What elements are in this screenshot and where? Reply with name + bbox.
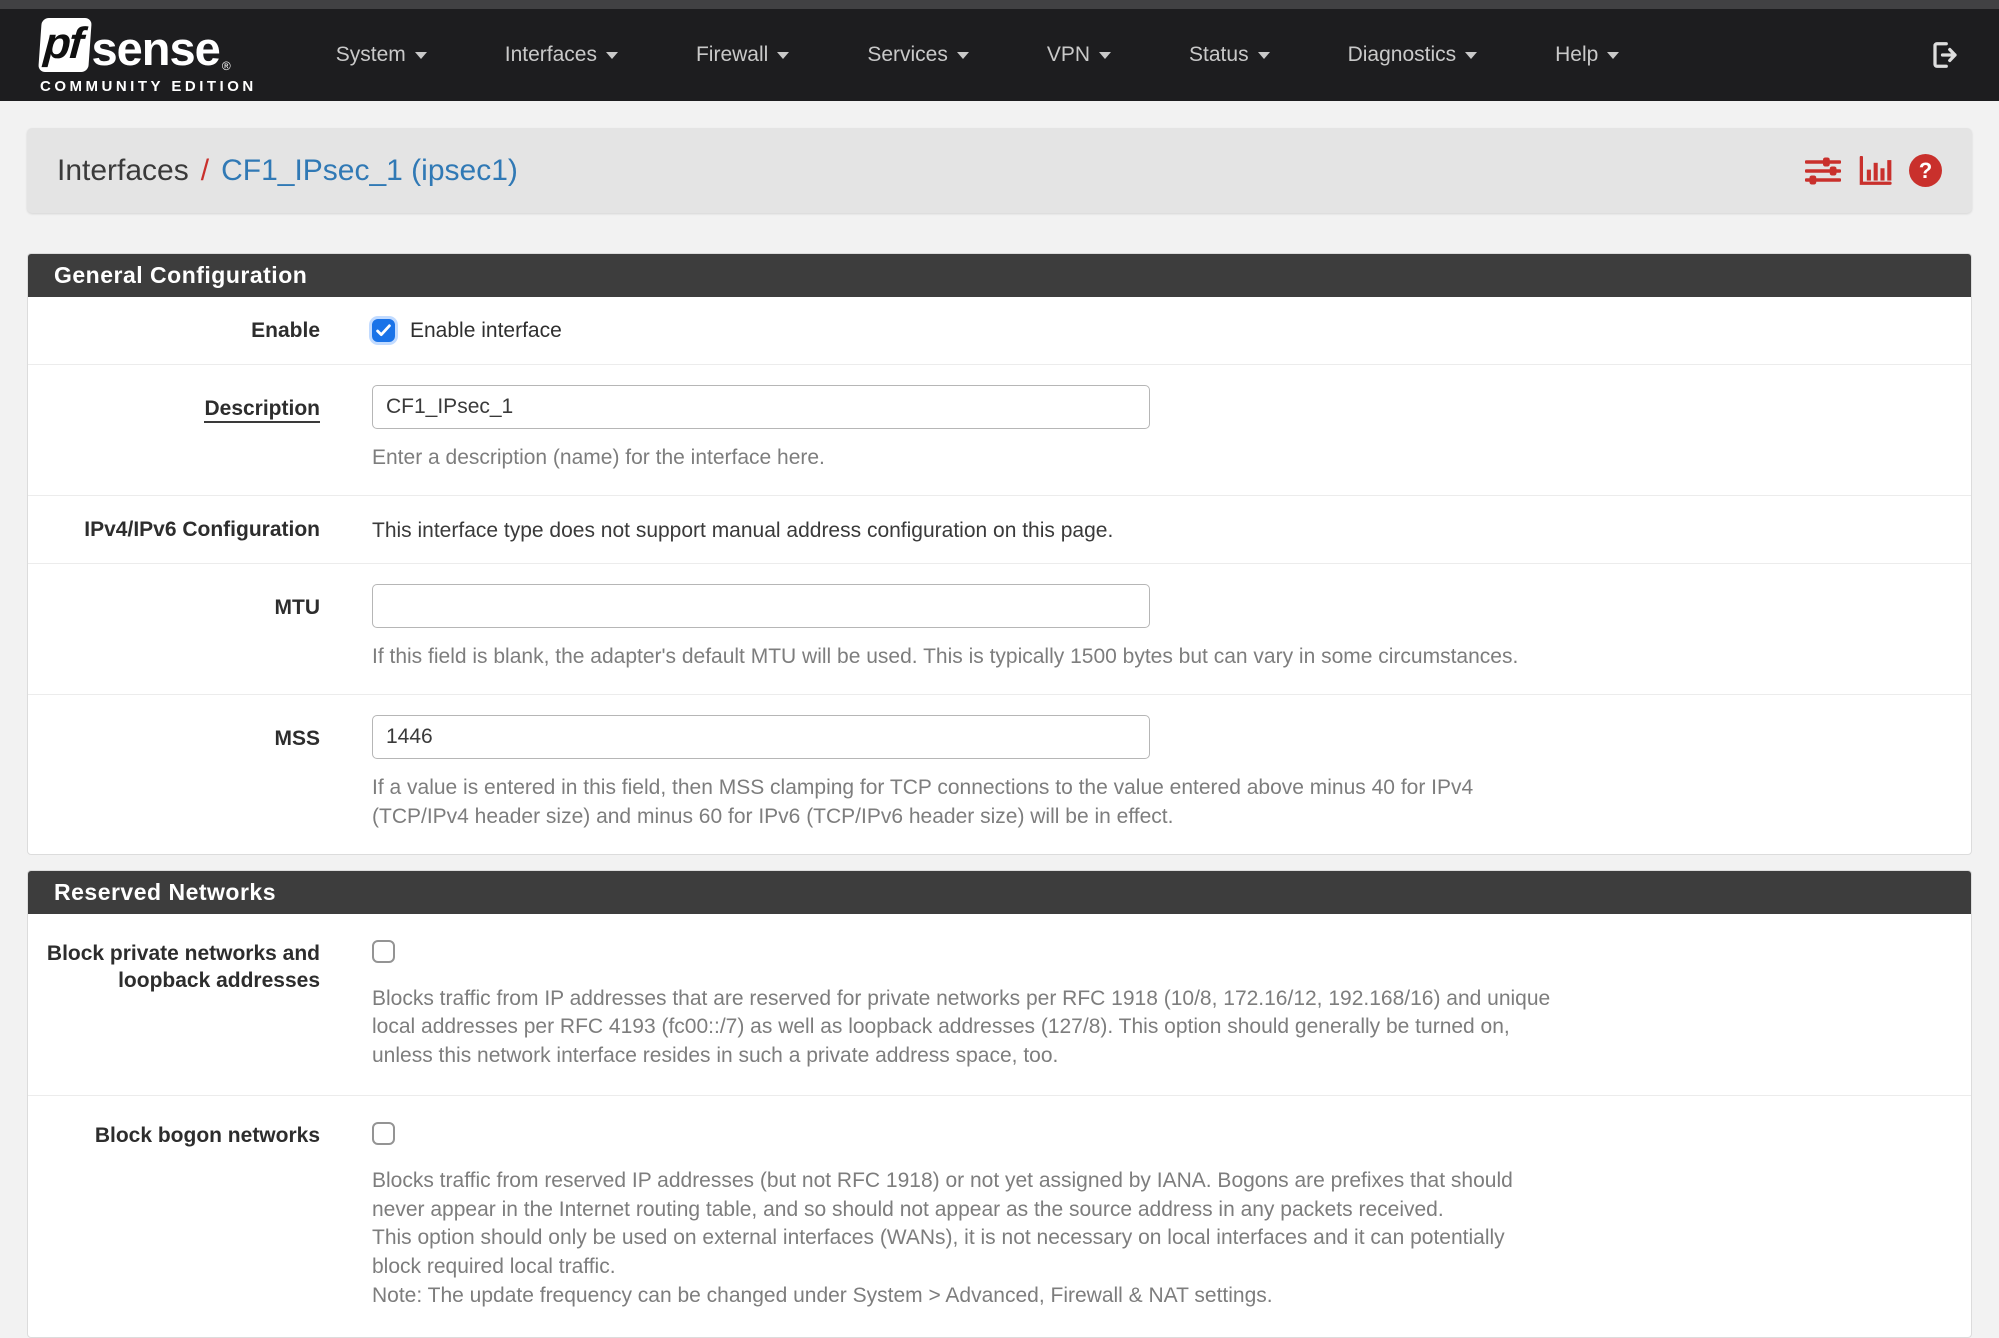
caret-down-icon xyxy=(1465,52,1477,59)
block-bogon-help-1: Blocks traffic from reserved IP addresses (but not RFC 1918) or not yet assigned by IANA. Bogons are prefixes that should never appear in the Internet routing table, and so should not appear as the source address in any packets received. xyxy=(372,1168,1513,1221)
pfsense-logo[interactable] xyxy=(40,18,257,95)
mtu-label: MTU xyxy=(274,596,320,620)
caret-down-icon xyxy=(1607,52,1619,59)
breadcrumb xyxy=(27,128,1972,213)
general-configuration-panel xyxy=(27,253,1972,855)
mss-row xyxy=(28,694,1971,854)
mtu-help: If this field is blank, the adapter's default MTU will be used. This is typically 1500 bytes but can vary in some circumstances. xyxy=(372,645,1519,669)
block-private-checkbox[interactable] xyxy=(372,940,395,963)
description-label: Description xyxy=(204,397,320,423)
menu-services[interactable]: Services xyxy=(828,43,1008,67)
enable-interface-label: Enable interface xyxy=(410,318,562,342)
block-private-row xyxy=(28,914,1971,1095)
block-bogon-checkbox[interactable] xyxy=(372,1122,395,1145)
logo-pf: pf xyxy=(38,18,91,72)
mtu-input[interactable] xyxy=(372,584,1150,628)
menu-vpn[interactable]: VPN xyxy=(1008,43,1150,67)
logo-edition: COMMUNITY EDITION xyxy=(40,77,257,95)
enable-row xyxy=(28,297,1971,364)
navbar-top-strip xyxy=(0,0,1999,9)
general-configuration-header: General Configuration xyxy=(28,254,1971,297)
mss-label: MSS xyxy=(274,727,320,751)
description-row xyxy=(28,364,1971,495)
breadcrumb-section: Interfaces xyxy=(57,153,189,187)
sliders-icon[interactable] xyxy=(1805,156,1841,186)
ip-configuration-row xyxy=(28,495,1971,563)
menu-interfaces[interactable]: Interfaces xyxy=(466,43,657,67)
block-bogon-label: Block bogon networks xyxy=(94,1123,320,1147)
caret-down-icon xyxy=(606,52,618,59)
block-bogon-help-3: Note: The update frequency can be changed under System > Advanced, Firewall & NAT settings. xyxy=(372,1284,1273,1308)
menu-diagnostics[interactable]: Diagnostics xyxy=(1309,43,1517,67)
block-bogon-row xyxy=(28,1095,1971,1337)
enable-label: Enable xyxy=(251,319,320,342)
mss-help: If a value is entered in this field, then MSS clamping for TCP connections to the value entered above minus 40 for IPv4 (TCP/IPv4 header size) and minus 60 for IPv6 (TCP/IPv6 header size) will be in effect. xyxy=(372,776,1474,828)
caret-down-icon xyxy=(957,52,969,59)
block-bogon-help-2: This option should only be used on external interfaces (WANs), it is not necessary on local interfaces and it can potentially block required local traffic. xyxy=(372,1226,1505,1279)
menu-firewall[interactable]: Firewall xyxy=(657,43,828,67)
breadcrumb-current-link[interactable]: CF1_IPsec_1 (ipsec1) xyxy=(221,153,518,187)
description-input[interactable] xyxy=(372,385,1150,429)
bar-chart-icon[interactable] xyxy=(1858,156,1892,186)
logo-sense: sense xyxy=(91,21,220,75)
menu-help[interactable]: Help xyxy=(1516,43,1658,67)
menu-system[interactable]: System xyxy=(297,43,466,67)
reserved-networks-header: Reserved Networks xyxy=(28,871,1971,914)
mtu-row xyxy=(28,563,1971,694)
caret-down-icon xyxy=(415,52,427,59)
top-navbar xyxy=(0,0,1999,101)
caret-down-icon xyxy=(1258,52,1270,59)
reserved-networks-panel xyxy=(27,870,1972,1338)
mss-input[interactable] xyxy=(372,715,1150,759)
main-menu xyxy=(297,43,1929,67)
caret-down-icon xyxy=(777,52,789,59)
registered-mark: ® xyxy=(221,58,231,73)
caret-down-icon xyxy=(1099,52,1111,59)
description-help: Enter a description (name) for the interface here. xyxy=(372,446,825,470)
sign-out-icon[interactable] xyxy=(1929,40,1961,70)
menu-status[interactable]: Status xyxy=(1150,43,1309,67)
question-circle-icon[interactable]: ? xyxy=(1909,154,1942,187)
ip-configuration-label: IPv4/IPv6 Configuration xyxy=(84,518,320,542)
breadcrumb-separator: / xyxy=(200,153,210,187)
enable-interface-checkbox[interactable] xyxy=(372,319,395,342)
block-private-help: Blocks traffic from IP addresses that are reserved for private networks per RFC 1918 (10/8, 172.16/12, 192.168/16) and unique local addresses per RFC 4193 (fc00::/7) as well as loopback addresses (127/8). This option should generally be turned on, unless this network interface resides in such a private address space, too. xyxy=(372,986,1551,1068)
block-private-label: Block private networks and loopback addresses xyxy=(46,941,320,992)
ip-configuration-text: This interface type does not support manual address configuration on this page. xyxy=(372,519,1114,543)
